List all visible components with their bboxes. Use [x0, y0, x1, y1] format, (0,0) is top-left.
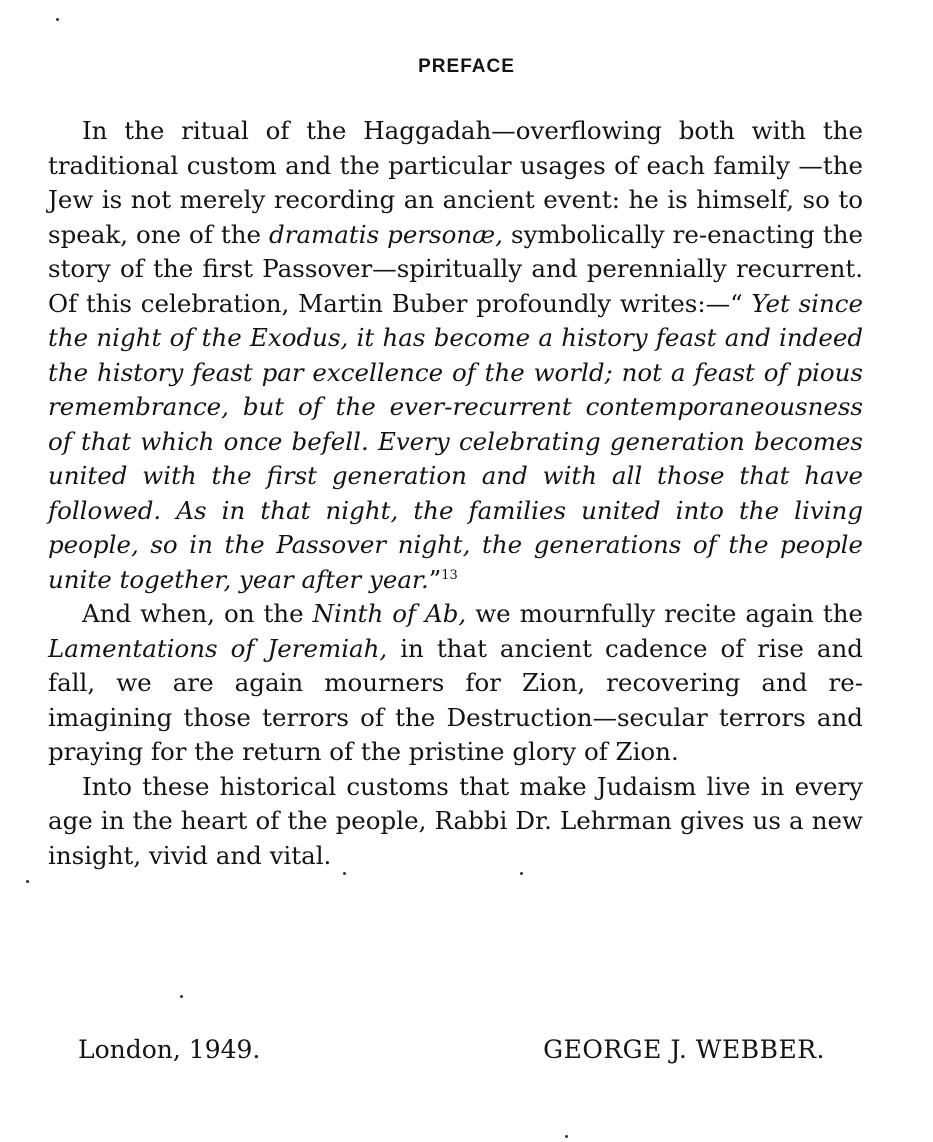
scan-speck: [520, 872, 523, 875]
paragraph-1-italic-dramatis: dramatis personæ,: [269, 219, 503, 249]
buber-quotation: Yet since the night of the Exodus, it has become a history feast and indeed the history feast par excellence of the world; not a feast of pious remembrance, but of the ever-recurrent contemporaneousness of that which once befell. Every celebrating generation becomes united with the first generation and with all those that have followed. As in that night, the families united into the living people, so in the Passover night, the generations of the people unite together, year after year.: [48, 288, 863, 594]
paragraph-historical-customs: Into these historical customs that make Judaism live in every age in the heart of the people, Rabbi Dr. Lehrman gives us a new insight, vivid and vital.: [48, 771, 863, 870]
footnote-marker: 13: [441, 567, 458, 583]
paragraph-1-text-a: In the ritual of the Haggadah—overflowing both with the traditional custom and the particular usages of each family —the Jew is not merely recording an ancient event: he is himself, so to speak, one of the: [48, 116, 863, 249]
scan-speck: [343, 872, 346, 875]
paragraph-2-italic-lamentations: Lamentations of Jeremiah,: [48, 633, 388, 663]
page-title: PREFACE: [418, 56, 515, 77]
paragraph-haggadah: [48, 114, 863, 597]
scan-speck: [565, 1135, 568, 1138]
scan-speck: [180, 995, 183, 998]
preface-body: [48, 114, 863, 873]
paragraph-2-text-a: And when, on the: [82, 599, 313, 628]
paragraph-1-text-c: ”: [428, 564, 442, 594]
scan-speck: [26, 880, 29, 883]
place-date: London, 1949.: [78, 1035, 261, 1064]
paragraph-2-italic-ninth-of-ab: Ninth of Ab,: [312, 599, 467, 628]
paragraph-1-text-b: symbolically re-enacting the story of the first Passover—spiritually and perennially recurrent. Of this celebration, Martin Buber profoundly writes:—“: [48, 219, 863, 318]
paragraph-2-text-c: in that ancient cadence of rise and fall, we are again mourners for Zion, recovering and re-imagining those terrors of the Destruction—secular terrors and praying for the return of the pristine glory of Zion.: [48, 633, 863, 766]
paragraph-2-text-b: we mournfully recite again the: [466, 599, 863, 628]
scan-speck: [56, 18, 59, 21]
author-name: GEORGE J. WEBBER.: [543, 1035, 825, 1064]
paragraph-ninth-of-ab: [48, 597, 863, 770]
